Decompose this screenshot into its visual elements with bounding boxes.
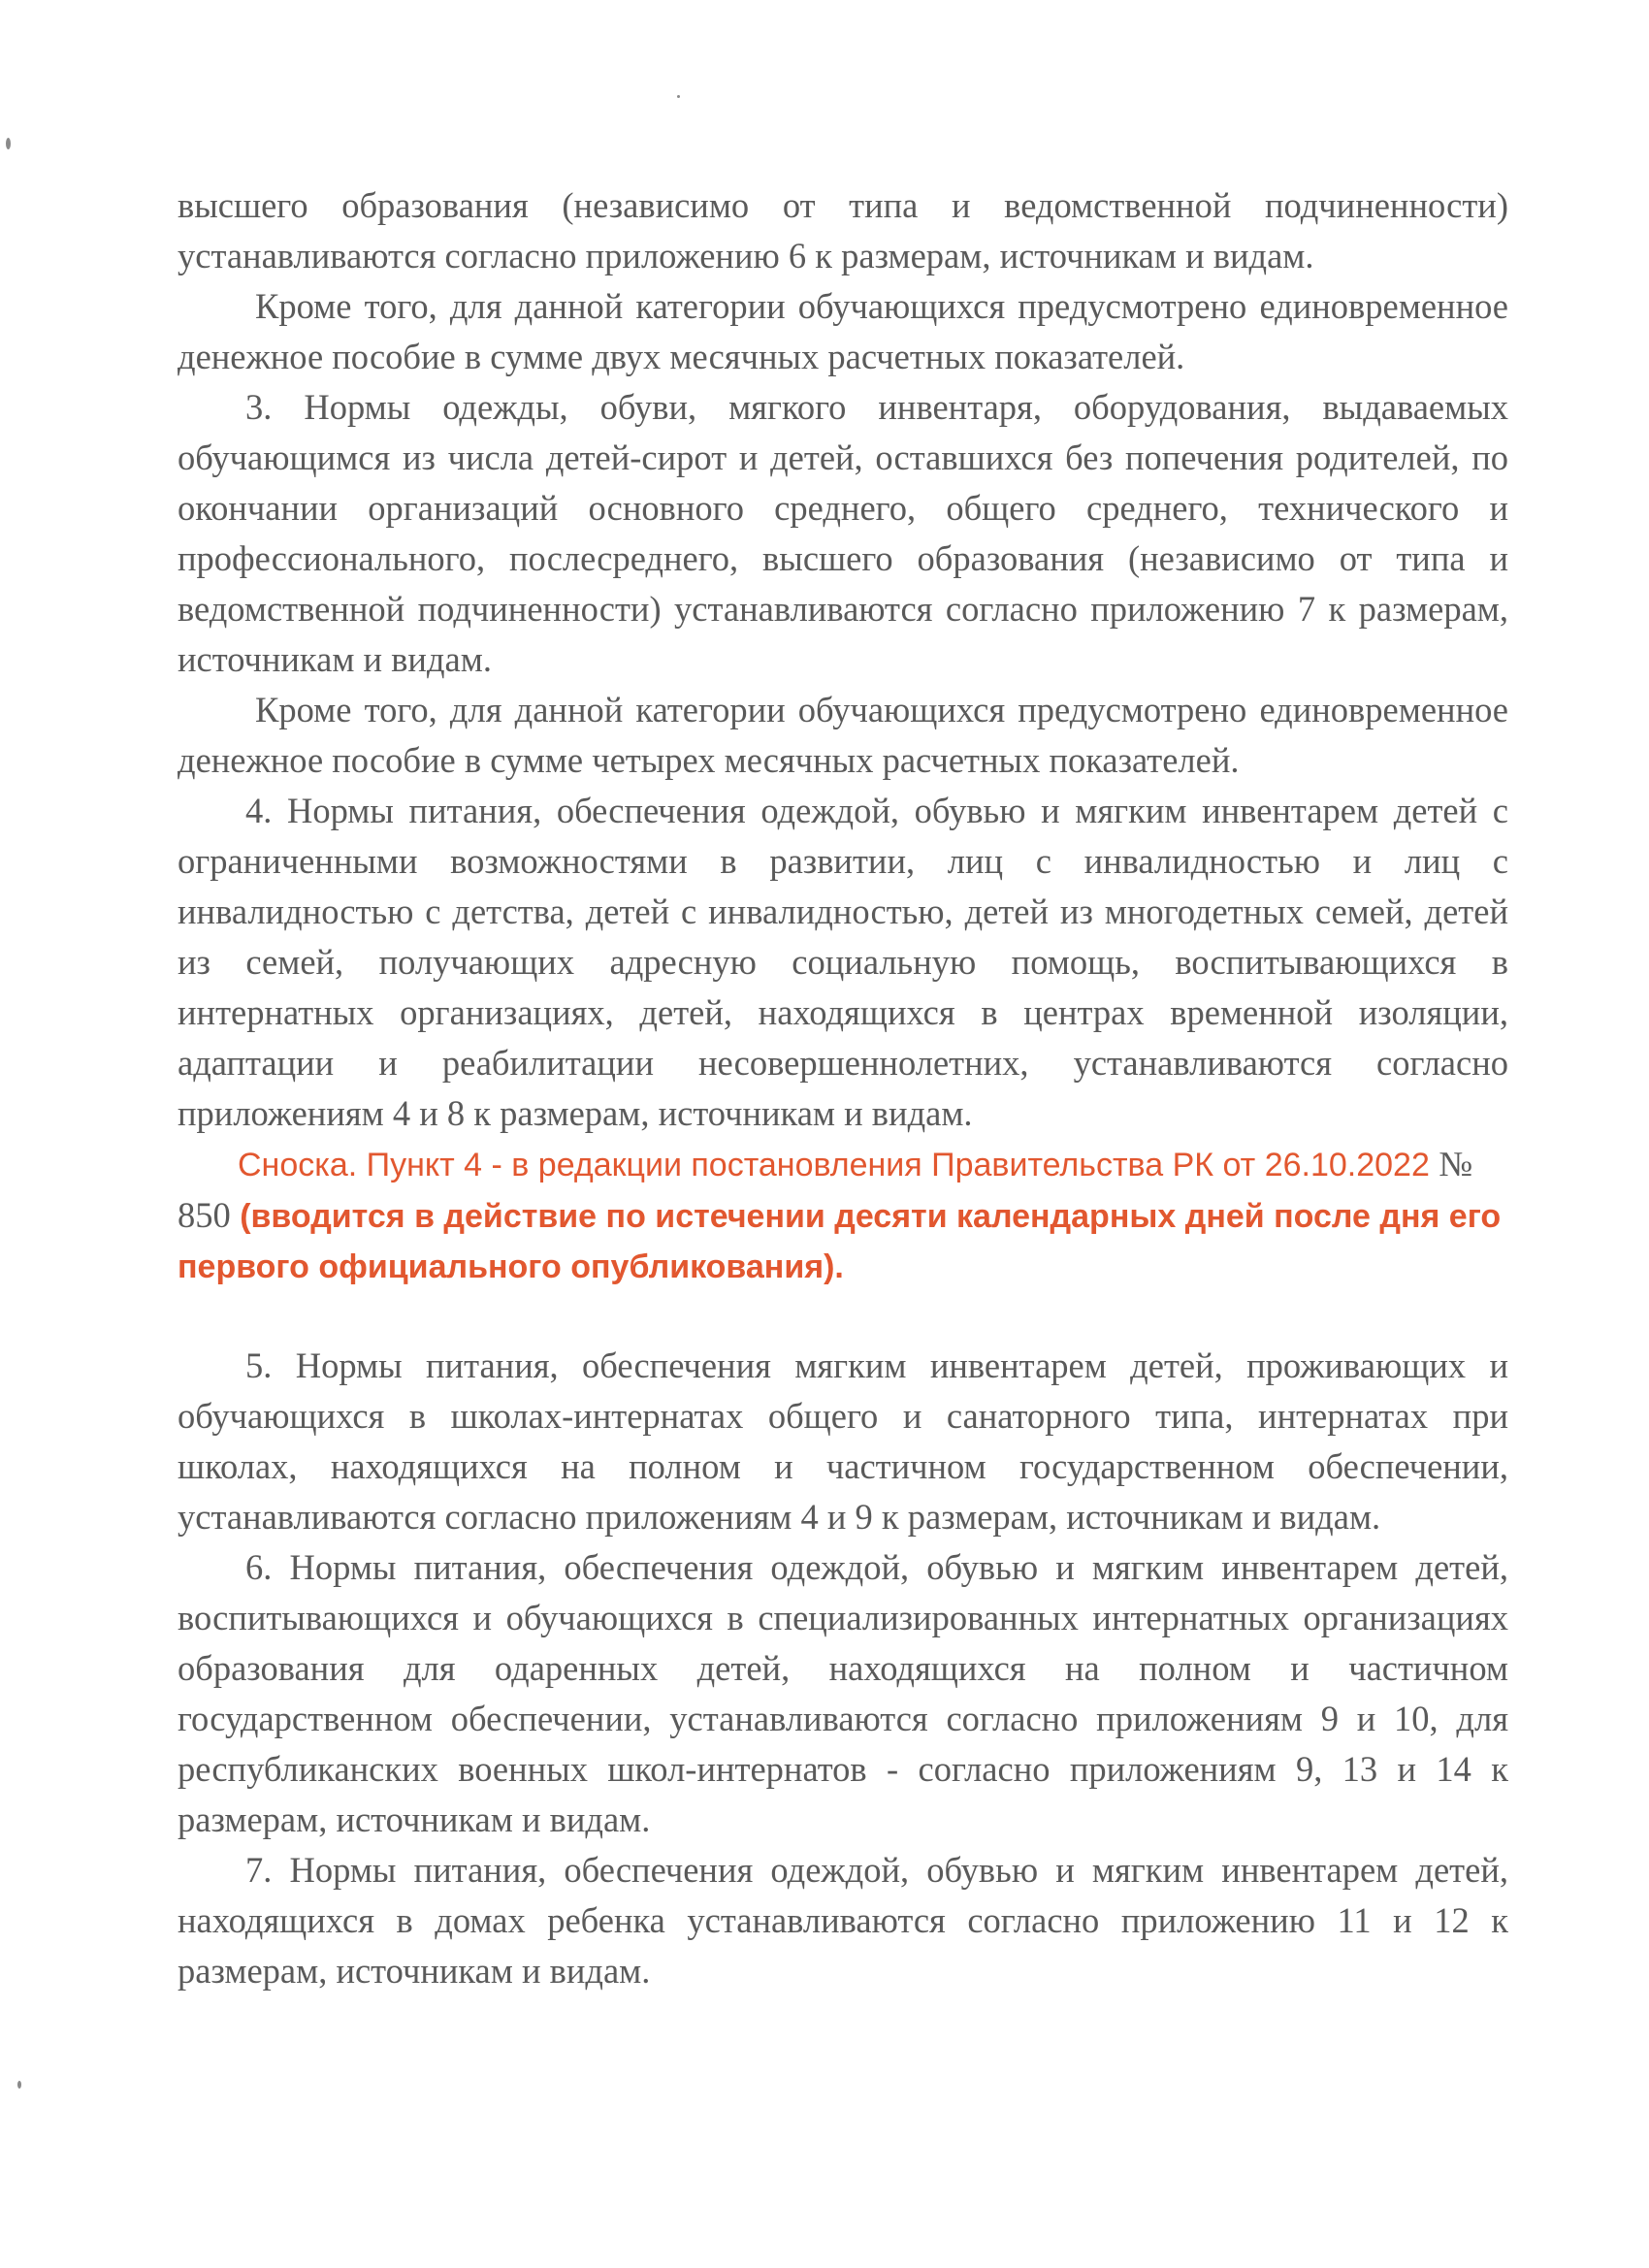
paragraph-continuation: высшего образования (независимо от типа и ведомственной подчиненности) устанавливаются согласно приложению 6 к размерам, источникам и видам. <box>178 185 1508 275</box>
footnote <box>178 1139 1508 1292</box>
scan-speck <box>677 95 680 98</box>
spacer <box>178 1292 1508 1341</box>
paragraph-item-3: 3. Нормы одежды, обуви, мягкого инвентаря, оборудования, выдаваемых обучающимся из числа детей-сирот и детей, оставшихся без попечения родителей, по окончании организаций основного среднего, общего среднего, технического и профессионального, послесреднего, высшего образования (независимо от типа и ведомственной подчиненности) устанавливаются согласно приложению 7 к размерам, источникам и видам. <box>178 387 1508 679</box>
scan-speck <box>17 2081 21 2089</box>
footnote-effect: (вводится в действие по истечении десяти календарных дней после дня его первого официального опубликования). <box>178 1198 1502 1285</box>
paragraph-item-7: 7. Нормы питания, обеспечения одеждой, обувью и мягким инвентарем детей, находящихся в домах ребенка устанавливаются согласно приложению 11 и 12 к размерам, источникам и видам. <box>178 1850 1508 1991</box>
paragraph-allowance-four: Кроме того, для данной категории обучающихся предусмотрено единовременное денежное пособие в сумме четырех месячных расчетных показателей. <box>178 690 1508 780</box>
footnote-text: Сноска. Пункт 4 - в редакции постановления Правительства РК от 26.10.2022 <box>238 1147 1430 1183</box>
document-body <box>178 180 1508 1996</box>
paragraph-item-5: 5. Нормы питания, обеспечения мягким инвентарем детей, проживающих и обучающихся в школах-интернатах общего и санаторного типа, интернатах при школах, находящихся на полном и частичном государственном обеспечении, устанавливаются согласно приложениям 4 и 9 к размерам, источникам и видам. <box>178 1345 1508 1537</box>
scan-speck <box>6 138 11 149</box>
footnote-number: № 850 <box>178 1144 1473 1235</box>
paragraph-item-6: 6. Нормы питания, обеспечения одеждой, обувью и мягким инвентарем детей, воспитывающихся и обучающихся в специализированных интернатных организациях образования для одаренных детей, находящихся на полном и частичном государственном обеспечении, устанавливаются согласно приложениям 9 и 10, для республиканских военных школ-интернатов - согласно приложениям 9, 13 и 14 к размерам, источникам и видам. <box>178 1547 1508 1839</box>
paragraph-item-4: 4. Нормы питания, обеспечения одеждой, обувью и мягким инвентарем детей с ограниченными возможностями в развитии, лиц с инвалидностью и лиц с инвалидностью с детства, детей с инвалидностью, детей из многодетных семей, детей из семей, получающих адресную социальную помощь, воспитывающихся в интернатных организациях, детей, находящихся в центрах временной изоляции, адаптации и реабилитации несовершеннолетних, устанавливаются согласно приложениям 4 и 8 к размерам, источникам и видам. <box>178 791 1508 1133</box>
paragraph-allowance-two: Кроме того, для данной категории обучающихся предусмотрено единовременное денежное пособие в сумме двух месячных расчетных показателей. <box>178 286 1508 376</box>
